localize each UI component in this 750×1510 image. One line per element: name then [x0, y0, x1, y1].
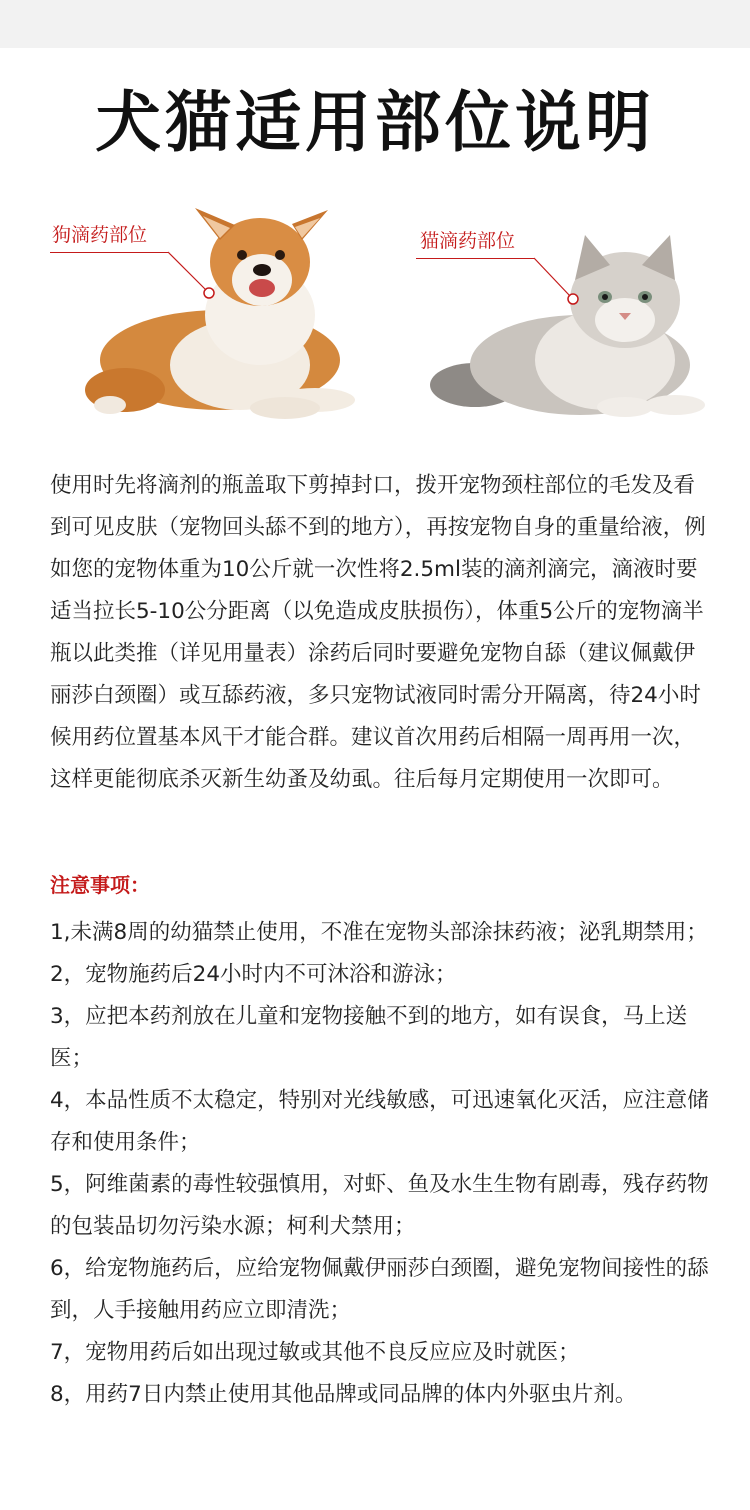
notice-item: 2，宠物施药后24小时内不可沐浴和游泳；	[50, 962, 457, 987]
notice-list	[50, 912, 710, 1416]
dog-illustration	[70, 200, 370, 430]
top-band	[0, 0, 750, 48]
notice-item: 3，应把本药剂放在儿童和宠物接触不到的地方，如有误食，马上送医；	[50, 1004, 688, 1071]
dog-callout-label: 狗滴药部位	[52, 224, 148, 246]
usage-paragraph: 使用时先将滴剂的瓶盖取下剪掉封口，拨开宠物颈柱部位的毛发及看到可见皮肤（宠物回头舔不到的地方），再按宠物自身的重量给液，例如您的宠物体重为10公斤就一次性将2.5ml装的滴剂滴完，滴液时要适当拉长5-10公分距离（以免造成皮肤损伤），体重5公斤的宠物滴半瓶以此类推（详见用量表）涂药后同时要避免宠物自舔（建议佩戴伊丽莎白颈圈）或互舔药液，多只宠物试液同时需分开隔离，待24小时候用药位置基本风干才能合群。建议首次用药后相隔一周再用一次，这样更能彻底杀灭新生幼蚤及幼虱。往后每月定期使用一次即可。	[50, 473, 706, 792]
notice-item: 4，本品性质不太稳定，特别对光线敏感，可迅速氧化灭活，应注意储存和使用条件；	[50, 1088, 709, 1155]
notice-item: 1,未满8周的幼猫禁止使用，不准在宠物头部涂抹药液；泌乳期禁用；	[50, 920, 708, 945]
notice-item: 8，用药7日内禁止使用其他品牌或同品牌的体内外驱虫片剂。	[50, 1382, 637, 1407]
notice-item: 7，宠物用药后如出现过敏或其他不良反应应及时就医；	[50, 1340, 580, 1365]
cat-callout-label: 猫滴药部位	[420, 230, 516, 252]
notice-heading: 注意事项：	[50, 873, 150, 897]
page-title: 犬猫适用部位说明	[95, 84, 655, 161]
notice-item: 5，阿维菌素的毒性较强慎用，对虾、鱼及水生生物有剧毒，残存药物的包装品切勿污染水源；柯利犬禁用；	[50, 1172, 709, 1239]
notice-item: 6，给宠物施药后，应给宠物佩戴伊丽莎白颈圈，避免宠物间接性的舔到，人手接触用药应立即清洗；	[50, 1256, 709, 1323]
cat-illustration	[430, 225, 720, 425]
